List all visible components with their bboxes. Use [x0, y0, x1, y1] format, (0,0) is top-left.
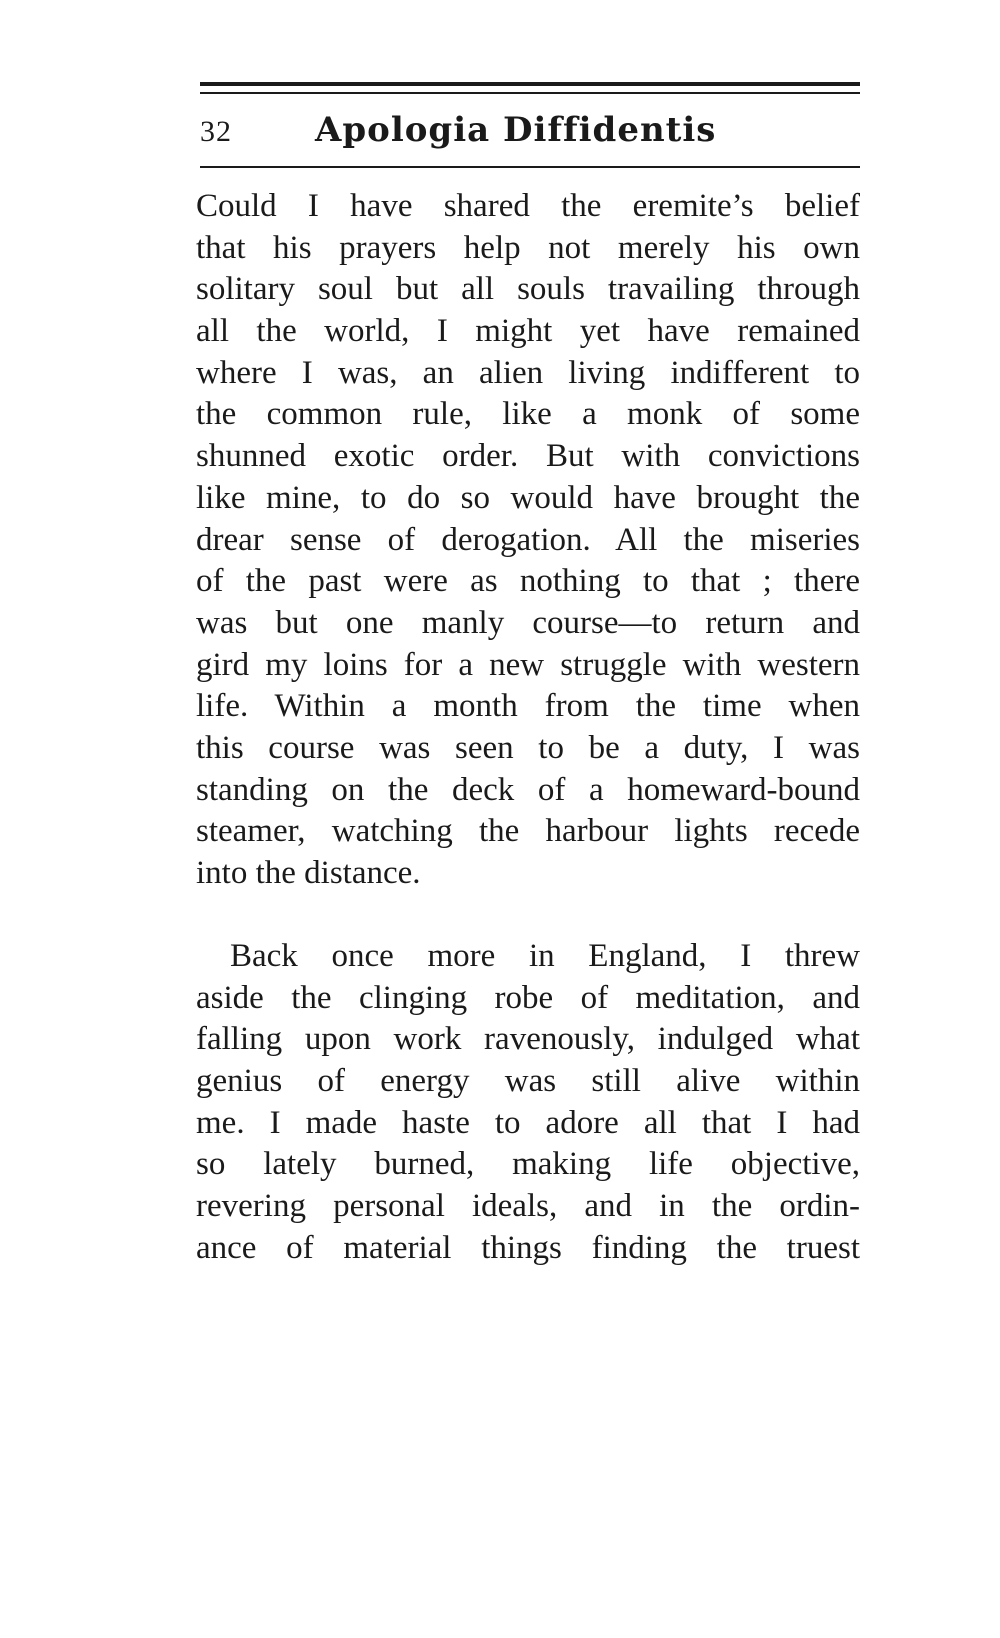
- text-line: aside the clinging robe of meditation, and: [196, 979, 860, 1016]
- text-line: Could I have shared the eremite’s belief: [196, 188, 860, 224]
- text-line: gird my loins for a new struggle with western: [196, 646, 860, 683]
- paragraph-1: [196, 186, 860, 895]
- text-line: of the past were as nothing to that ; there: [196, 563, 860, 600]
- header-rule-bottom: [200, 166, 860, 168]
- text-line: drear sense of derogation. All the miseries: [196, 521, 860, 558]
- text-line: like mine, to do so would have brought the: [196, 479, 860, 516]
- text-line: Back once more in England, I threw: [230, 938, 860, 974]
- text-line: shunned exotic order. But with convictions: [196, 438, 860, 475]
- text-line: life. Within a month from the time when: [196, 688, 860, 725]
- text-line: where I was, an alien living indifferent to: [196, 354, 860, 391]
- text-line: ance of material things finding the truest: [196, 1229, 860, 1266]
- page-number: 32: [200, 115, 232, 148]
- text-line: this course was seen to be a duty, I was: [196, 729, 860, 766]
- text-line: so lately burned, making life objective,: [196, 1146, 860, 1183]
- running-title: Apologia Diffidentis: [315, 110, 717, 150]
- text-line: the common rule, like a monk of some: [196, 396, 860, 433]
- text-line: that his prayers help not merely his own: [196, 229, 860, 266]
- header-rule-thick: [200, 82, 860, 86]
- text-line: me. I made haste to adore all that I had: [196, 1104, 860, 1141]
- paragraph-2: [196, 936, 860, 1270]
- header-rule-thin: [200, 92, 860, 94]
- text-line: all the world, I might yet have remained: [196, 313, 860, 350]
- text-line: steamer, watching the harbour lights recede: [196, 813, 860, 850]
- text-line: was but one manly course—to return and: [196, 604, 860, 641]
- text-line: revering personal ideals, and in the ordin-: [196, 1188, 860, 1225]
- text-line: falling upon work ravenously, indulged what: [196, 1021, 860, 1058]
- text-line: standing on the deck of a homeward-bound: [196, 771, 860, 808]
- text-line: solitary soul but all souls travailing through: [196, 271, 860, 308]
- text-line: genius of energy was still alive within: [196, 1063, 860, 1100]
- text-line: into the distance.: [196, 855, 421, 891]
